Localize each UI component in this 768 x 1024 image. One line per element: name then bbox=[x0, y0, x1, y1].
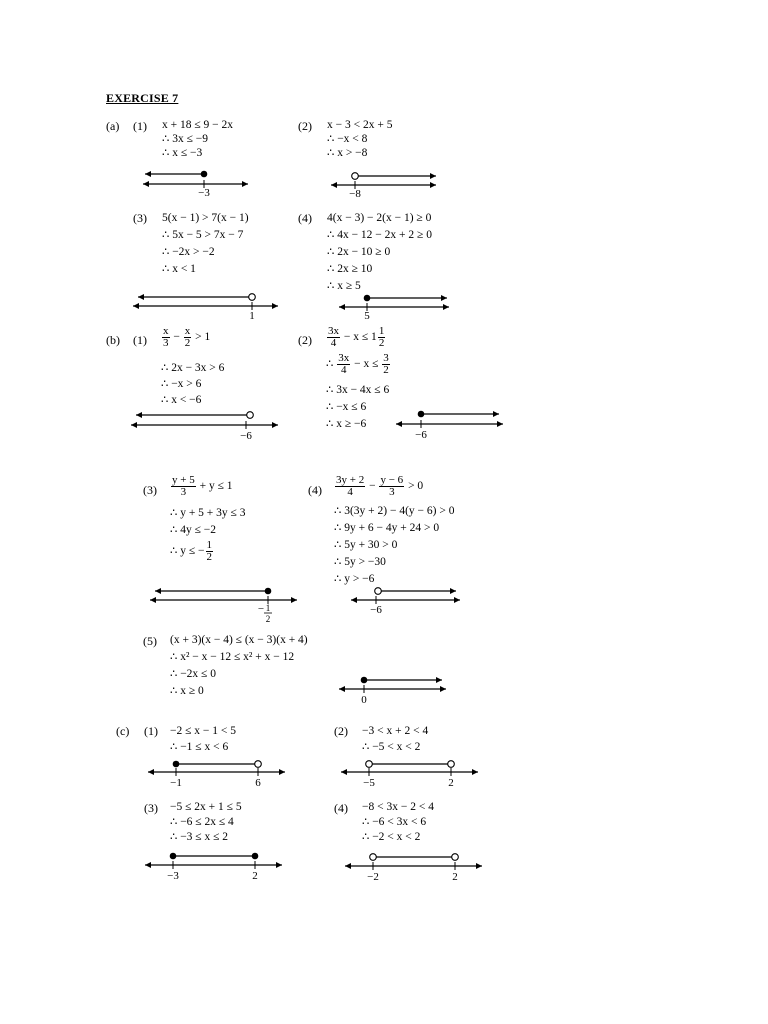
b3-first-line: $\frac{y + 5}{3}$ + y ≤ 1 bbox=[172, 474, 233, 498]
solution-c2 bbox=[362, 723, 428, 755]
step-line: −3 < x + 2 < 4 bbox=[362, 725, 429, 737]
b1-first-line: $\frac{x}{3}$ − $\frac{x}{2}$ > 1 bbox=[163, 325, 211, 349]
step-line: ∴ −6 < 3x < 6 bbox=[362, 816, 427, 828]
fraction: $\frac{3y + 2}{4}$ bbox=[336, 474, 365, 498]
question-number: (3) bbox=[144, 801, 158, 815]
part-c-label: (c) bbox=[116, 724, 130, 738]
tick-label-numerator: 1 bbox=[265, 603, 271, 613]
open-point bbox=[366, 761, 373, 768]
step-line: ∴ x ≥ −6 bbox=[326, 418, 367, 430]
closed-point bbox=[201, 171, 208, 178]
step-line: ∴ x < 1 bbox=[162, 263, 196, 275]
question-number: (4) bbox=[298, 211, 312, 225]
fraction: $\frac{3x}{4}$ bbox=[328, 325, 339, 349]
step-line: ∴ 5x − 5 > 7x − 7 bbox=[162, 229, 244, 241]
open-point bbox=[370, 854, 377, 861]
solution-b3 bbox=[170, 505, 245, 539]
step-line: ∴ 3(3y + 2) − 4(y − 6) > 0 bbox=[334, 505, 455, 517]
b2-first-line: $\frac{3x}{4}$ − x ≤ 1 $\frac{1}{2}$ bbox=[328, 325, 385, 349]
question-number: (1) bbox=[133, 333, 147, 347]
step-line: ∴ x > −8 bbox=[327, 147, 368, 159]
number-line-b5 bbox=[336, 674, 456, 708]
b2-second-line: ∴ $\frac{3x}{4}$ − x ≤ $\frac{3}{2}$ bbox=[326, 352, 389, 376]
solution-c3 bbox=[170, 800, 242, 845]
step-line: ∴ −x ≤ 6 bbox=[326, 401, 367, 413]
open-point bbox=[452, 854, 459, 861]
number-line-a2 bbox=[328, 168, 443, 200]
part-a-label: (a) bbox=[106, 119, 120, 133]
exercise-title: EXERCISE 7 bbox=[106, 91, 179, 105]
step-line: ∴ 4y ≤ −2 bbox=[170, 524, 216, 536]
number-line-a3 bbox=[130, 290, 282, 322]
tick-label-denominator: 2 bbox=[265, 614, 271, 624]
step-line: ∴ 9y + 6 − 4y + 24 > 0 bbox=[334, 522, 440, 534]
question-number: (2) bbox=[298, 333, 312, 347]
tick-label-sign: − bbox=[257, 603, 265, 615]
question-number: (3) bbox=[143, 483, 157, 497]
number-line-a1 bbox=[140, 165, 255, 197]
question-number: (2) bbox=[298, 119, 312, 133]
step-line: ∴ −2x > −2 bbox=[162, 246, 215, 258]
tick-label: −5 bbox=[363, 777, 375, 789]
open-point bbox=[375, 588, 382, 595]
number-line-c2 bbox=[338, 757, 483, 789]
step-line: 5(x − 1) > 7(x − 1) bbox=[162, 212, 249, 224]
step-line: (x + 3)(x − 4) ≤ (x − 3)(x + 4) bbox=[170, 634, 308, 646]
tick-label: 1 bbox=[249, 310, 255, 322]
number-line-b4 bbox=[348, 584, 466, 618]
step-line: ∴ −x > 6 bbox=[161, 378, 202, 390]
solution-b4 bbox=[334, 503, 454, 588]
fraction: $\frac{3}{2}$ bbox=[383, 352, 389, 376]
tick-label: −3 bbox=[198, 187, 210, 199]
tick-label: −8 bbox=[349, 188, 361, 200]
tick-label: 5 bbox=[364, 310, 370, 322]
question-number: (1) bbox=[144, 724, 158, 738]
step-line: ∴ x ≥ 0 bbox=[170, 685, 204, 697]
b3-last-line: ∴ y ≤ − $\frac{1}{2}$ bbox=[170, 539, 212, 563]
step-line: ∴ 3x ≤ −9 bbox=[162, 133, 208, 145]
closed-point bbox=[252, 853, 259, 860]
number-line-c1 bbox=[145, 757, 290, 789]
closed-point bbox=[265, 588, 272, 595]
step-line: ∴ 2x − 3x > 6 bbox=[161, 362, 225, 374]
open-point bbox=[255, 761, 262, 768]
step-line: −2 ≤ x − 1 < 5 bbox=[170, 725, 237, 737]
tick-label: −6 bbox=[370, 604, 382, 616]
solution-a3 bbox=[162, 210, 249, 278]
step-line: ∴ x < −6 bbox=[161, 394, 202, 406]
step-line: −5 ≤ 2x + 1 ≤ 5 bbox=[170, 801, 242, 813]
step-line: ∴ −2 < x < 2 bbox=[362, 831, 421, 843]
tick-label: −1 bbox=[170, 777, 182, 789]
fraction: $\frac{y + 5}{3}$ bbox=[172, 474, 195, 498]
step-line: ∴ −1 ≤ x < 6 bbox=[170, 741, 229, 753]
number-line-b2 bbox=[393, 406, 508, 442]
tick-label: −6 bbox=[415, 429, 427, 441]
step-line: ∴ −x < 8 bbox=[327, 133, 368, 145]
solution-a4 bbox=[327, 210, 432, 295]
step-line: ∴ y + 5 + 3y ≤ 3 bbox=[170, 507, 246, 519]
b4-first-line: $\frac{3y + 2}{4}$ − $\frac{y - 6}{3}$ > 0 bbox=[336, 474, 424, 498]
step-line: ∴ x ≥ 5 bbox=[327, 280, 361, 292]
open-point bbox=[247, 412, 254, 419]
step-line: ∴ −3 ≤ x ≤ 2 bbox=[170, 831, 229, 843]
tick-label: 6 bbox=[255, 777, 261, 789]
question-number: (2) bbox=[334, 724, 348, 738]
step-line: ∴ −2x ≤ 0 bbox=[170, 668, 216, 680]
open-point bbox=[448, 761, 455, 768]
step-line: ∴ 2x ≥ 10 bbox=[327, 263, 373, 275]
step-line: −8 < 3x − 2 < 4 bbox=[362, 801, 434, 813]
tick-label: 0 bbox=[361, 694, 367, 706]
solution-b2 bbox=[326, 382, 389, 433]
step-line: ∴ x² − x − 12 ≤ x² + x − 12 bbox=[170, 651, 295, 663]
solution-a2 bbox=[327, 118, 392, 160]
number-line-c4 bbox=[342, 851, 487, 883]
fraction: $\frac{1}{2}$ bbox=[206, 539, 212, 563]
question-number: (3) bbox=[133, 211, 147, 225]
step-line: ∴ y > −6 bbox=[334, 573, 375, 585]
step-line: ∴ −6 ≤ 2x ≤ 4 bbox=[170, 816, 234, 828]
question-number: (4) bbox=[308, 483, 322, 497]
tick-label: 2 bbox=[252, 870, 258, 882]
number-line-b1 bbox=[128, 408, 283, 442]
number-line-a4 bbox=[336, 290, 456, 322]
tick-label: 2 bbox=[448, 777, 454, 789]
fraction: $\frac{x}{2}$ bbox=[184, 325, 191, 349]
solution-c4 bbox=[362, 800, 434, 845]
fraction: $\frac{y - 6}{3}$ bbox=[380, 474, 404, 498]
step-line: ∴ 5y + 30 > 0 bbox=[334, 539, 398, 551]
step-line: ∴ 5y > −30 bbox=[334, 556, 386, 568]
step-line: x + 18 ≤ 9 − 2x bbox=[162, 119, 234, 131]
number-line-c3 bbox=[142, 849, 287, 881]
step-line: ∴ 2x − 10 ≥ 0 bbox=[327, 246, 391, 258]
step-line: ∴ 3x − 4x ≤ 6 bbox=[326, 384, 390, 396]
open-point bbox=[249, 294, 256, 301]
solution-c1 bbox=[170, 723, 236, 755]
open-point bbox=[352, 173, 359, 180]
fraction: $\frac{1}{2}$ bbox=[378, 325, 385, 349]
question-number: (1) bbox=[133, 119, 147, 133]
tick-label: −3 bbox=[167, 870, 179, 882]
question-number: (4) bbox=[334, 801, 348, 815]
solution-a1 bbox=[162, 118, 233, 160]
tick-label: 2 bbox=[452, 871, 458, 883]
step-line: 4(x − 3) − 2(x − 1) ≥ 0 bbox=[327, 212, 432, 224]
fraction: $\frac{x}{3}$ bbox=[163, 325, 169, 349]
tick-label: −6 bbox=[240, 430, 252, 442]
tick-label: −2 bbox=[367, 871, 379, 883]
part-b-label: (b) bbox=[106, 333, 120, 347]
step-line: ∴ 4x − 12 − 2x + 2 ≥ 0 bbox=[327, 229, 432, 241]
number-line-b3 bbox=[147, 584, 302, 626]
solution-b5 bbox=[170, 632, 308, 700]
question-number: (5) bbox=[143, 634, 157, 648]
fraction: $\frac{3x}{4}$ bbox=[338, 352, 350, 376]
step-line: ∴ x ≤ −3 bbox=[162, 147, 203, 159]
step-line: ∴ −5 < x < 2 bbox=[362, 741, 421, 753]
solution-b1 bbox=[161, 360, 224, 408]
step-line: x − 3 < 2x + 5 bbox=[327, 119, 393, 131]
